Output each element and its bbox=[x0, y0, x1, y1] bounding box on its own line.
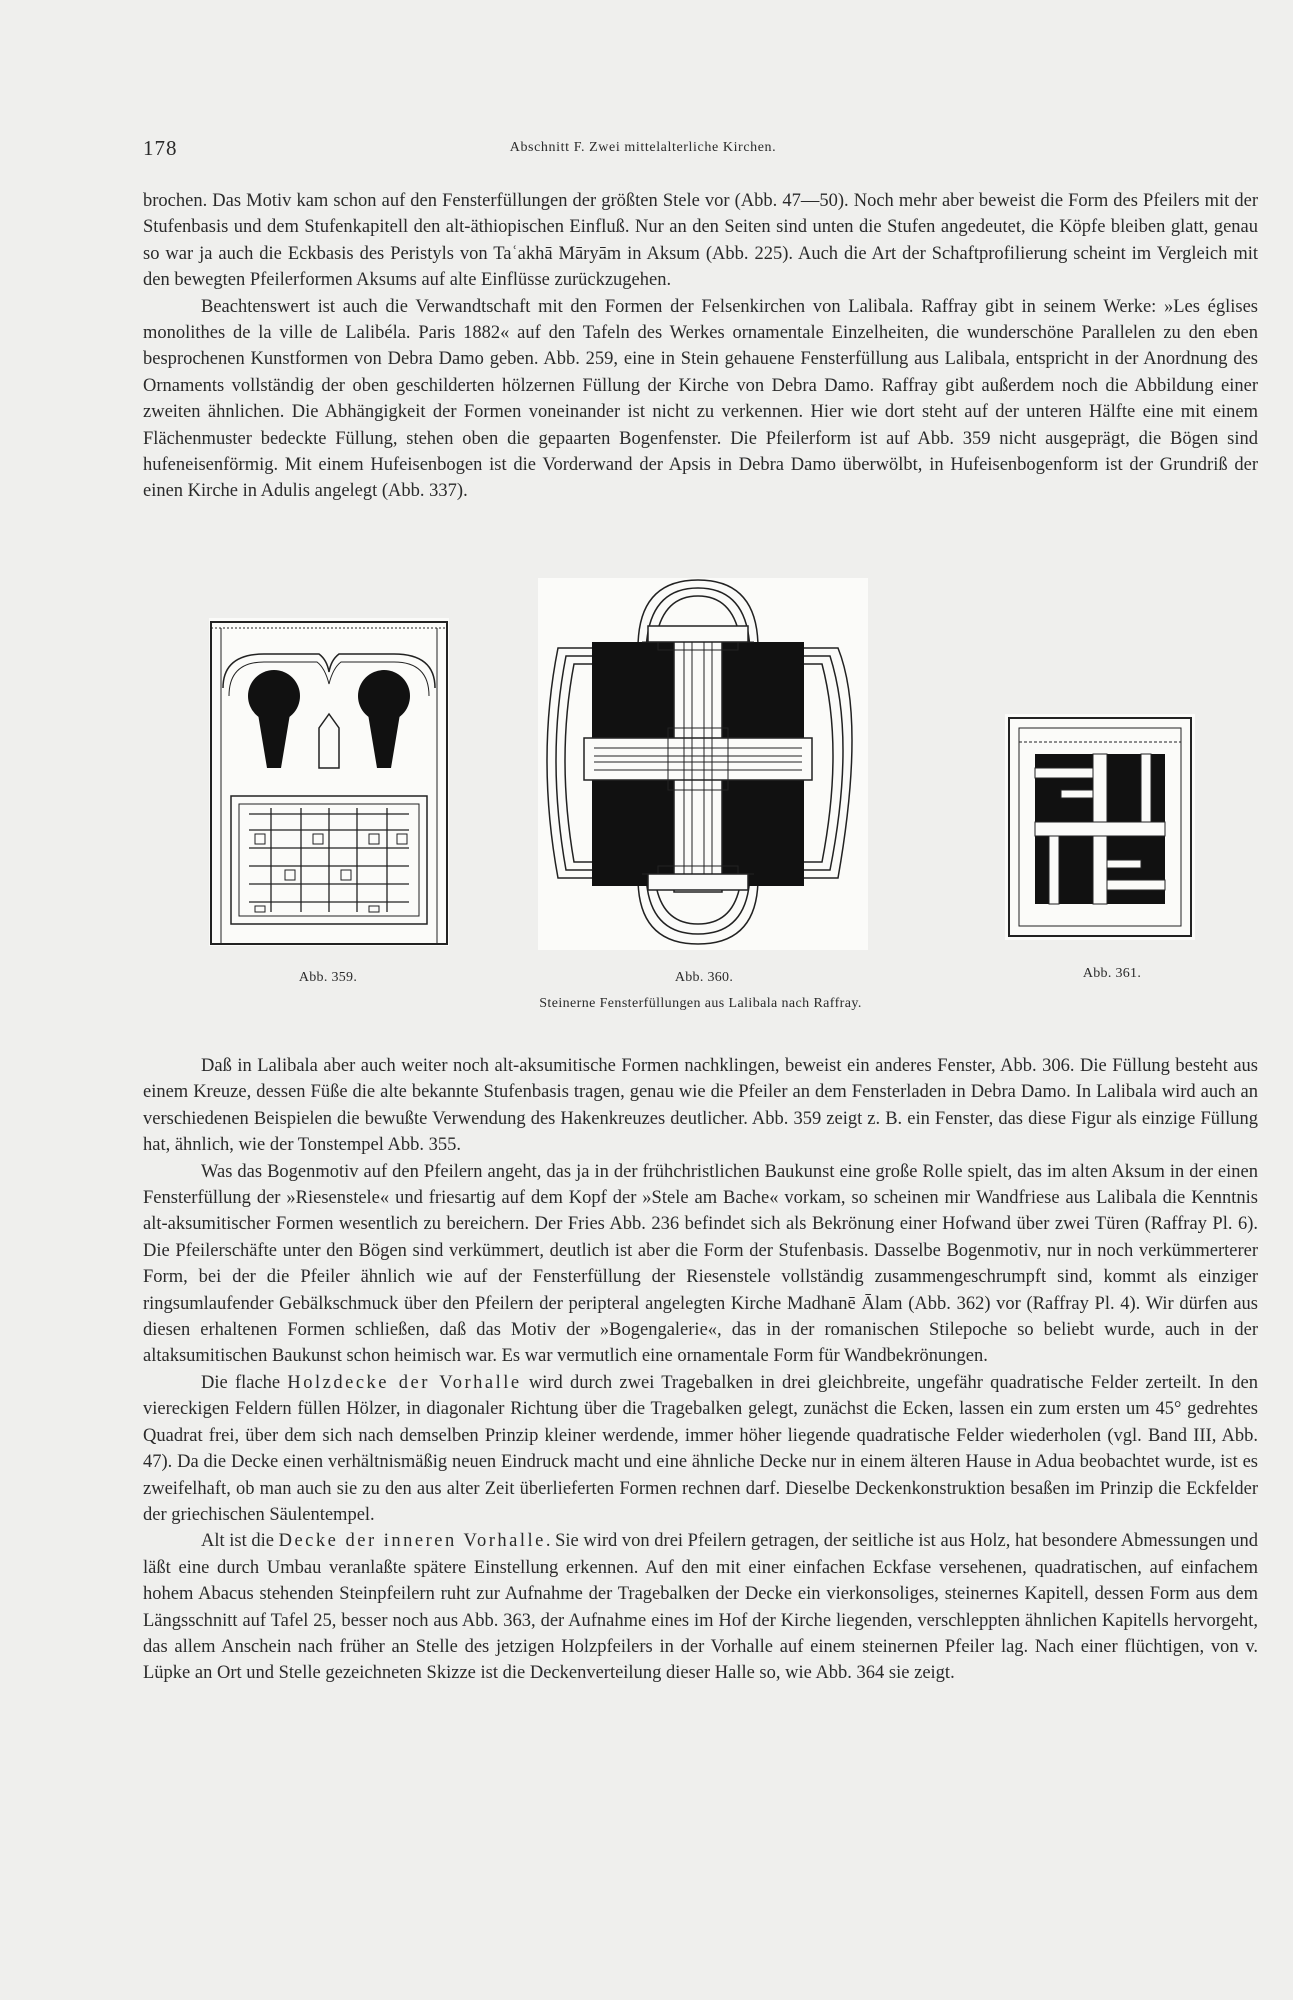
paragraph-rest: wird durch zwei Tragebalken in drei gleichbreite, ungefähr quadratische Felder zerteilt. In den viereckigen Feldern füllen Hölzer, in diagonaler Richtung über die Tragebalken gelegt, zunächst die Ecken, lassen ein zum ersten um 45° gedrehtes Quadrat frei, über dem sich nach demselben Prinzip kleiner werdende, immer höher liegende quadratische Felder wiederholen (vgl. Band III, Abb. 47). Da die Decke einen verhältnismäßig neuen Eindruck macht und eine ähnliche Decke nur in einem älteren Hause in Adua beobachtet wurde, ist es zweifelhaft, ob man auch sie zu den aus alter Zeit überlieferten Formen rechnen darf. Dieselbe Deckenkonstruktion besaßen im Prinzip die Eckfelder der griechischen Säulentempel. bbox=[143, 1372, 1258, 1525]
paragraph: Was das Bogenmotiv auf den Pfeilern angeht, das ja in der frühchristlichen Baukunst eine große Rolle spielt, das im alten Aksum in der einen Fensterfüllung der »Riesenstele« und friesartig auf dem Kopf der »Stele am Bache« vorkam, so scheinen mir Wandfriese aus Lalibala die Kenntnis alt-aksumitischer Formen wesentlich zu bereichern. Der Fries Abb. 236 befindet sich als Bekrönung einer Hofwand über zwei Türen (Raffray Pl. 6). Die Pfeilerschäfte unter den Bögen sind verkümmert, deutlich ist aber die Form der Stufenbasis. Dasselbe Bogenmotiv, nur in noch verkümmerterer Form, bei der die Pfeiler ähnlich wie auf der Fensterfüllung der Riesenstele vollständig zusammengeschrumpft sind, kommt als einziger ringsumlaufender Gebälkschmuck über den Pfeilern der peripteral angelegten Kirche Madhanē Ālam (Abb. 362) vor (Raffray Pl. 4). Wir dürfen aus diesen erhaltenen Formen schließen, daß das Motiv der »Bogengalerie«, das in der romanischen Stilepoche so beliebt wurde, auch in der altaksumitischen Baukunst schon heimisch war. Es war vermutlich eine ornamentale Form für Wandbekrönungen. bbox=[143, 1161, 1258, 1367]
figure-359-label: Abb. 359. bbox=[298, 970, 358, 985]
page-number: 178 bbox=[143, 136, 178, 160]
figure-360 bbox=[538, 578, 868, 950]
spaced-term: Holzdecke der Vorhalle bbox=[287, 1372, 522, 1393]
swastika-grille-drawing bbox=[1005, 714, 1195, 940]
figure-359 bbox=[209, 618, 449, 946]
paragraph bbox=[143, 1528, 1258, 1686]
figure-group bbox=[143, 578, 1258, 1018]
page-header bbox=[143, 136, 1143, 160]
cross-grille-drawing bbox=[538, 578, 868, 950]
paragraph-rest: . Sie wird von drei Pfeilern getragen, der seitliche ist aus Holz, hat besondere Abmessungen und läßt eine durch Umbau veranlaßte spätere Einstellung erkennen. Auf den mit einer einfachen Eckfase versehenen, quadratischen, auf einfachem hohem Abacus stehenden Steinpfeilern ruht zur Aufnahme der Tragebalken der Decke ein vierkonsoliges, steinernes Kapitell, dessen Form aus dem Längsschnitt auf Tafel 25, besser noch aus Abb. 363, der Aufnahme eines im Hof der Kirche liegenden, verschleppten ähnlichen Kapitells hervorgeht, das allem Anschein nach früher an Stelle des jetzigen Holzpfeilers in der Vorhalle auf einem steinernen Pfeiler lag. Nach einer flüchtigen, von v. Lüpke an Ort und Stelle gezeichneten Skizze ist die Deckenverteilung dieser Halle so, wie Abb. 364 sie zeigt. bbox=[143, 1531, 1258, 1684]
paragraph: Daß in Lalibala aber auch weiter noch alt-aksumitische Formen nachklingen, beweist ein anderes Fenster, Abb. 306. Die Füllung besteht aus einem Kreuze, dessen Füße die alte bekannte Stufenbasis tragen, genau wie die Pfeiler an dem Fensterladen in Debra Damo. In Lalibala wird auch an verschiedenen Beispielen die bewußte Verwendung des Hakenkreuzes deutlicher. Abb. 359 zeigt z. B. ein Fenster, das diese Figur als einzige Füllung hat, ähnlich, wie der Tonstempel Abb. 355. bbox=[143, 1056, 1258, 1156]
top-text-block bbox=[143, 188, 1258, 505]
paragraph-lead: Alt ist die bbox=[201, 1531, 279, 1552]
spaced-term: Decke der inneren Vorhalle bbox=[278, 1531, 546, 1552]
paragraph bbox=[143, 1370, 1258, 1528]
paragraph: Beachtenswert ist auch die Verwandtschaft mit den Formen der Felsenkirchen von Lalibala. Raffray gibt in seinem Werke: »Les églises monolithes de la ville de Lalibéla. Paris 1882« auf den Tafeln des Werkes ornamentale Einzelheiten, die wunderschöne Parallelen zu den eben besprochenen Kunstformen von Debra Damo geben. Abb. 259, eine in Stein gehauene Fensterfüllung aus Lalibala, entspricht in der Anordnung des Ornaments vollständig der oben geschilderten hölzernen Füllung der Kirche von Debra Damo. Raffray gibt außerdem noch die Abbildung einer zweiten ähnlichen. Die Abhängigkeit der Formen voneinander ist nicht zu verkennen. Hier wie dort steht auf der unteren Hälfte eine mit einem Flächenmuster bedeckte Füllung, stehen oben die gepaarten Bogenfenster. Die Pfeilerform ist auf Abb. 359 nicht ausgeprägt, die Bögen sind hufeneisenförmig. Mit einem Hufeisenbogen ist die Vorderwand der Apsis in Debra Damo überwölbt, in Hufeisenbogenform ist der Grundriß der einen Kirche in Adulis angelegt (Abb. 337). bbox=[143, 296, 1258, 502]
figure-caption: Steinerne Fensterfüllungen aus Lalibala nach Raffray. bbox=[539, 996, 862, 1011]
figure-361 bbox=[1005, 714, 1195, 940]
figure-360-label: Abb. 360. bbox=[674, 970, 734, 985]
window-grille-drawing bbox=[209, 618, 449, 946]
bottom-text-block bbox=[143, 1053, 1258, 1687]
figure-361-label: Abb. 361. bbox=[1082, 966, 1142, 981]
running-head: Abschnitt F. Zwei mittelalterliche Kirchen. bbox=[509, 140, 777, 155]
paragraph: brochen. Das Motiv kam schon auf den Fensterfüllungen der größten Stele vor (Abb. 47—50). Noch mehr aber beweist die Form des Pfeilers mit der Stufenbasis und dem Stufenkapitell den alt-äthiopischen Einfluß. Nur an den Seiten sind unten die Stufen angedeutet, die Köpfe bleiben glatt, genau so war ja auch die Eckbasis des Peristyls von Taʿakhā Māryām in Aksum (Abb. 225). Auch die Art der Schaftprofilierung scheint im Vergleich mit den bewegten Pfeilerformen Aksums auf alte Einflüsse zurückzugehen. bbox=[143, 191, 1258, 291]
paragraph-lead: Die flache bbox=[201, 1372, 288, 1393]
